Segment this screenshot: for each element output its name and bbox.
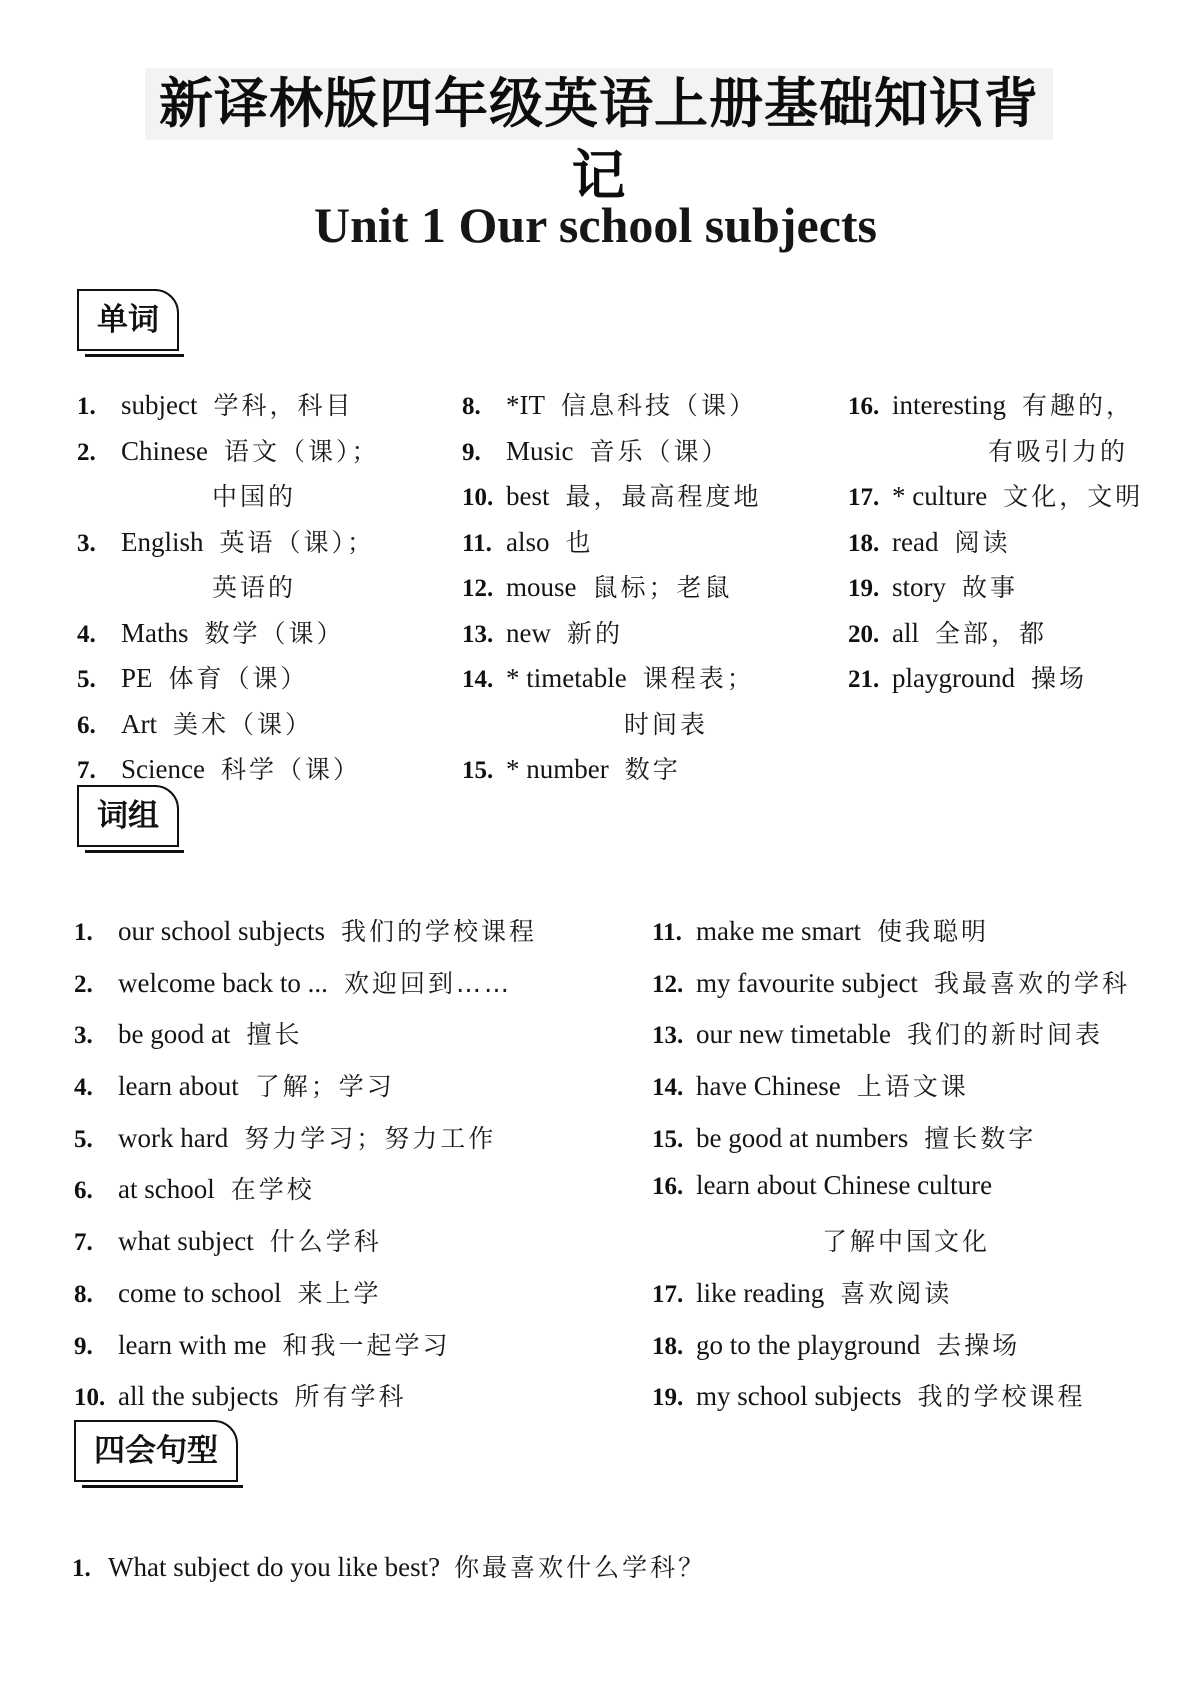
english-term: learn about Chinese culture: [696, 1170, 993, 1201]
english-term: welcome back to ...: [118, 967, 328, 998]
item-number: 16.: [652, 1173, 684, 1201]
chinese-meaning: 故事: [962, 573, 1019, 602]
item-number: 10.: [74, 1384, 106, 1412]
chinese-meaning: 鼠标；老鼠: [592, 573, 733, 602]
list-item: [74, 964, 634, 1016]
chinese-meaning: 文化，文明: [1003, 482, 1144, 511]
english-term: * number: [506, 754, 609, 784]
words-column-2: [462, 386, 842, 796]
chinese-meaning: 学科，科目: [213, 391, 354, 420]
chinese-meaning: 和我一起学习: [282, 1330, 451, 1360]
phrases-column-2: [652, 912, 1182, 1429]
chinese-meaning: 了解；学习: [254, 1072, 395, 1102]
english-term: be good at numbers: [696, 1122, 909, 1153]
chinese-meaning: 体育（课）: [168, 664, 309, 693]
list-item: [462, 750, 842, 796]
chinese-meaning: 在学校: [230, 1175, 315, 1205]
item-number: 2.: [74, 970, 93, 998]
english-term: go to the playground: [696, 1329, 921, 1360]
english-term: English: [121, 526, 204, 557]
item-number: 14.: [652, 1074, 684, 1102]
list-item: [652, 1119, 1182, 1171]
list-item: [462, 432, 842, 478]
chinese-meaning: 努力学习；努力工作: [244, 1123, 497, 1153]
section-label-words: 单词: [77, 289, 179, 351]
item-number: 19.: [652, 1384, 684, 1412]
list-item: [462, 386, 842, 432]
chinese-meaning-continued: 有吸引力的: [988, 436, 1129, 466]
english-term: * timetable: [506, 663, 627, 693]
chinese-meaning: 所有学科: [294, 1382, 407, 1412]
english-term: all: [892, 617, 919, 648]
english-term: what subject: [118, 1226, 254, 1257]
document-title: 新译林版四年级英语上册基础知识背记: [145, 68, 1053, 140]
list-item: [652, 1377, 1182, 1429]
english-term: also: [506, 526, 550, 557]
chinese-meaning: 我们的学校课程: [340, 917, 537, 946]
item-number: 16.: [848, 393, 880, 420]
item-number: 13.: [652, 1022, 684, 1050]
chinese-meaning: 我最喜欢的学科: [933, 968, 1130, 998]
chinese-meaning: 擅长: [246, 1020, 303, 1050]
words-column-1: [77, 386, 457, 796]
english-term: all the subjects: [118, 1381, 279, 1412]
chinese-meaning: 操场: [1030, 664, 1087, 693]
list-item: [77, 523, 457, 569]
chinese-meaning: 科学（课）: [220, 755, 361, 784]
list-item: [848, 386, 1178, 432]
english-term: mouse: [506, 572, 577, 602]
list-item: [74, 1067, 634, 1119]
item-number: 14.: [462, 666, 494, 693]
chinese-meaning: 有趣的，: [1021, 391, 1134, 420]
list-item: [462, 614, 842, 660]
english-term: *IT: [506, 390, 545, 420]
english-term: read: [892, 526, 939, 557]
item-number: 8.: [74, 1280, 93, 1308]
item-number: 7.: [74, 1229, 93, 1257]
list-item: [462, 568, 842, 614]
chinese-meaning: 音乐（课）: [589, 436, 730, 466]
chinese-meaning-continued: 了解中国文化: [822, 1227, 991, 1257]
english-term: Music: [506, 435, 574, 466]
item-number: 4.: [77, 620, 96, 648]
item-number: 2.: [77, 438, 96, 466]
list-item: [77, 614, 457, 660]
item-number: 5.: [77, 666, 96, 693]
list-item: [74, 1015, 634, 1067]
item-number: 18.: [848, 529, 880, 557]
list-item: [462, 477, 842, 523]
chinese-meaning: 我的学校课程: [917, 1382, 1086, 1412]
words-column-3: [848, 386, 1178, 705]
chinese-meaning: 阅读: [954, 527, 1011, 557]
english-term: Art: [121, 708, 157, 739]
item-number: 17.: [848, 484, 880, 511]
english-term: come to school: [118, 1277, 282, 1308]
list-item: [848, 523, 1178, 569]
list-item: [652, 1015, 1182, 1067]
list-item: [77, 659, 457, 705]
item-number: 10.: [462, 484, 494, 511]
list-item: [72, 1548, 1172, 1584]
list-item: [74, 1222, 634, 1274]
list-item: [652, 912, 1182, 964]
english-term: new: [506, 617, 551, 648]
english-term: Chinese: [121, 435, 208, 466]
sentence-list: [72, 1548, 1172, 1584]
english-term: have Chinese: [696, 1071, 841, 1102]
chinese-meaning: 欢迎回到……: [343, 968, 512, 998]
list-item: [462, 659, 842, 705]
chinese-meaning: 上语文课: [856, 1072, 969, 1102]
item-number: 7.: [77, 757, 96, 784]
chinese-meaning: 美术（课）: [173, 709, 314, 739]
item-number: 11.: [462, 529, 492, 557]
chinese-meaning: 喜欢阅读: [840, 1278, 953, 1308]
chinese-meaning: 课程表；: [642, 664, 755, 693]
list-item: [652, 1067, 1182, 1119]
english-term: work hard: [118, 1122, 229, 1153]
item-number: 19.: [848, 575, 880, 602]
item-number: 6.: [77, 711, 96, 739]
english-term: my school subjects: [696, 1381, 902, 1412]
item-number: 3.: [74, 1022, 93, 1050]
english-term: at school: [118, 1174, 215, 1205]
chinese-meaning-continued: 时间表: [624, 709, 709, 739]
chinese-meaning: 也: [565, 527, 594, 557]
list-item: [74, 1119, 634, 1171]
english-term: PE: [121, 663, 153, 693]
list-item: [77, 386, 457, 432]
english-term: like reading: [696, 1277, 825, 1308]
chinese-meaning: 什么学科: [269, 1227, 382, 1257]
chinese-meaning: 擅长数字: [924, 1123, 1037, 1153]
english-term: * culture: [892, 481, 988, 511]
list-item: [652, 964, 1182, 1016]
chinese-meaning: 全部，都: [935, 618, 1048, 648]
item-number: 13.: [462, 620, 494, 648]
item-number: 8.: [462, 393, 481, 420]
english-term: Maths: [121, 617, 189, 648]
item-number: 12.: [652, 970, 684, 998]
item-number: 17.: [652, 1280, 684, 1308]
item-number: 6.: [74, 1177, 93, 1205]
item-number: 1.: [77, 393, 96, 420]
english-term: learn with me: [118, 1329, 267, 1360]
list-item: [74, 912, 634, 964]
phrases-column-1: [74, 912, 634, 1429]
english-term: Science: [121, 754, 205, 784]
list-item: [462, 523, 842, 569]
list-item: [848, 614, 1178, 660]
list-item: [848, 477, 1178, 523]
chinese-meaning: 新的: [566, 618, 623, 648]
english-term: best: [506, 481, 550, 511]
chinese-meaning: 最，最高程度地: [565, 482, 762, 511]
item-number: 21.: [848, 666, 880, 693]
chinese-meaning: 我们的新时间表: [906, 1020, 1103, 1050]
chinese-meaning: 使我聪明: [876, 917, 989, 946]
english-term: make me smart: [696, 916, 861, 946]
english-term: playground: [892, 663, 1015, 693]
chinese-meaning: 语文（课）；: [224, 436, 380, 466]
item-number: 20.: [848, 620, 880, 648]
list-item: [848, 568, 1178, 614]
chinese-meaning: 去操场: [936, 1330, 1021, 1360]
item-number: 9.: [462, 438, 481, 466]
list-item: [74, 1326, 634, 1378]
english-term: be good at: [118, 1019, 231, 1050]
section-label-sentences: 四会句型: [74, 1420, 238, 1482]
item-number: 1.: [72, 1555, 91, 1582]
english-term: story: [892, 572, 946, 602]
item-number: 4.: [74, 1074, 93, 1102]
item-number: 1.: [74, 919, 93, 946]
item-number: 11.: [652, 919, 682, 946]
english-term: interesting: [892, 390, 1006, 420]
list-item: [848, 659, 1178, 705]
item-number: 15.: [652, 1125, 684, 1153]
item-number: 3.: [77, 529, 96, 557]
list-item: [77, 432, 457, 478]
english-term: subject: [121, 390, 198, 420]
chinese-meaning: 来上学: [297, 1278, 382, 1308]
item-number: 12.: [462, 575, 494, 602]
list-item: [652, 1274, 1182, 1326]
chinese-meaning-continued: 英语的: [212, 573, 297, 602]
chinese-meaning-continued: 中国的: [212, 482, 297, 511]
list-item: [652, 1326, 1182, 1378]
chinese-meaning: 数字: [624, 755, 681, 784]
english-term: my favourite subject: [696, 967, 918, 998]
english-term: learn about: [118, 1071, 239, 1102]
list-item: [74, 1170, 634, 1222]
list-item: [652, 1170, 1182, 1222]
item-number: 15.: [462, 757, 494, 784]
list-item: [77, 705, 457, 751]
list-item: [74, 1274, 634, 1326]
english-term: our school subjects: [118, 916, 325, 946]
chinese-meaning: 数学（课）: [204, 618, 345, 648]
item-number: 5.: [74, 1125, 93, 1153]
chinese-meaning: 你最喜欢什么学科？: [454, 1553, 707, 1582]
section-label-phrases: 词组: [77, 785, 179, 847]
item-number: 18.: [652, 1332, 684, 1360]
chinese-meaning: 英语（课）；: [219, 527, 376, 557]
chinese-meaning: 信息科技（课）: [560, 391, 757, 420]
item-number: 9.: [74, 1332, 93, 1360]
english-term: What subject do you like best?: [108, 1552, 441, 1582]
unit-title: Unit 1 Our school subjects: [313, 197, 877, 253]
english-term: our new timetable: [696, 1019, 891, 1050]
